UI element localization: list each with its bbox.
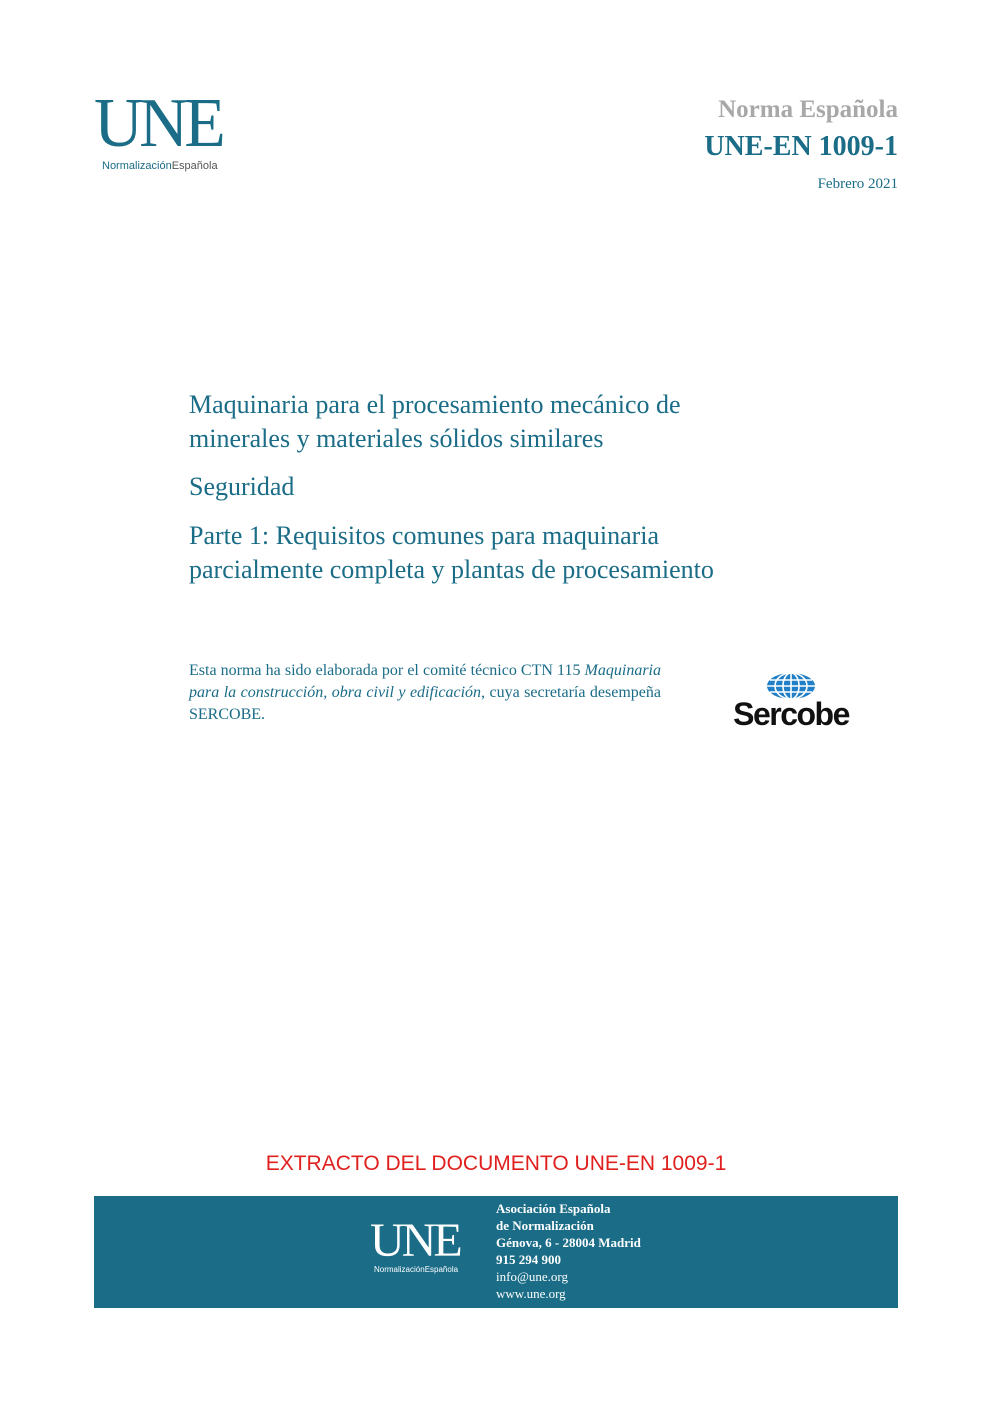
footer-tag-b: Española [424, 1265, 459, 1274]
footer-band [94, 1196, 898, 1308]
footer-web-link[interactable]: www.une.org [496, 1286, 566, 1301]
sercobe-wordmark: Sercobe [733, 696, 849, 732]
document-title [189, 388, 889, 456]
footer-email-link[interactable]: info@une.org [496, 1269, 569, 1284]
footer-contact [496, 1200, 641, 1302]
title-line-5: parcialmente completa y plantas de procesamiento [189, 555, 714, 584]
footer-logo-letters: UNE [370, 1214, 460, 1267]
footer-address: Génova, 6 - 28004 Madrid [496, 1235, 641, 1250]
footer-une-logo [370, 1214, 480, 1278]
footer-phone: 915 294 900 [496, 1252, 561, 1267]
title-line-1: Maquinaria para el procesamiento mecánico de [189, 390, 681, 419]
une-logo-letters: UNE [94, 85, 222, 162]
committee-statement [189, 660, 661, 726]
committee-text-3: , cuya secretaría desempeña SERCOBE. [189, 684, 661, 723]
title-line-4: Parte 1: Requisitos comunes para maquinaria [189, 521, 660, 550]
standard-code: UNE-EN 1009-1 [704, 131, 898, 162]
norma-label: Norma Española [718, 96, 898, 123]
committee-name: Maquinaria para la construcción, obra civil y edificación [189, 662, 661, 701]
une-tag-b: Española [171, 160, 218, 172]
title-line-2: minerales y materiales sólidos similares [189, 424, 604, 453]
footer-tag-a: Normalización [374, 1265, 425, 1274]
une-logo [94, 85, 240, 176]
footer-org-line-1: Asociación Española [496, 1201, 611, 1216]
title-part [189, 519, 889, 587]
footer-org-line-2: de Normalización [496, 1218, 594, 1233]
title-subtitle: Seguridad [189, 472, 295, 501]
une-tag-a: Normalización [102, 160, 172, 172]
committee-text-1: Esta norma ha sido elaborada por el comité técnico CTN 115 [189, 662, 585, 679]
publication-date: Febrero 2021 [817, 176, 898, 192]
sercobe-logo [718, 672, 864, 732]
extract-notice: EXTRACTO DEL DOCUMENTO UNE-EN 1009-1 [265, 1152, 727, 1175]
footer-logo-tagline [374, 1265, 458, 1274]
une-logo-tagline [102, 160, 218, 172]
